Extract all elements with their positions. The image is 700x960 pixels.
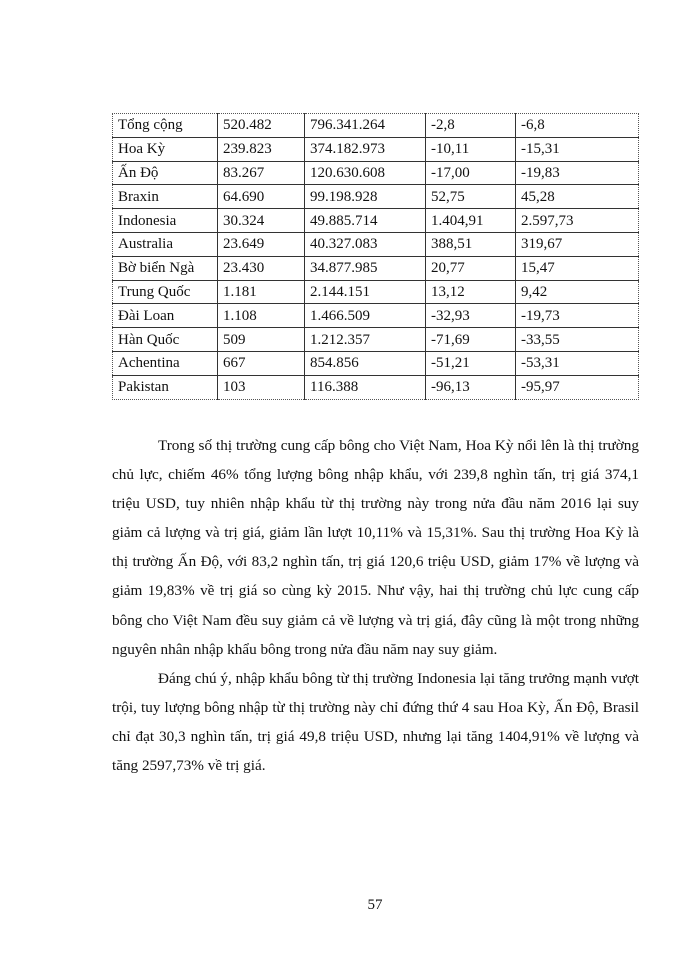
table-row [113, 232, 639, 256]
value-cell: 1.212.357 [305, 328, 426, 352]
volume-change-cell: 1.404,91 [426, 209, 516, 233]
volume-change-cell: -96,13 [426, 375, 516, 399]
market-name-cell: Trung Quốc [113, 280, 218, 304]
paragraph-1: Trong số thị trường cung cấp bông cho Việt Nam, Hoa Kỳ nổi lên là thị trường chủ lực, chiếm 46% tổng lượng bông nhập khẩu, với 239,8 nghìn tấn, trị giá 374,1 triệu USD, tuy nhiên nhập khẩu từ thị trường này trong nửa đầu năm 2016 lại suy giảm cả lượng và trị giá, giảm lần lượt 10,11% và 15,31%. Sau thị trường Hoa Kỳ là thị trường Ấn Độ, với 83,2 nghìn tấn, trị giá 120,6 triệu USD, giảm 17% về lượng và giảm 19,83% về trị giá so cùng kỳ 2015. Như vậy, hai thị trường chủ lực cung cấp bông cho Việt Nam đều suy giảm cả về lượng và trị giá, đây cũng là một trong những nguyên nhân nhập khẩu bông trong nửa đầu năm nay suy giảm. [112, 437, 639, 658]
table-row [113, 114, 639, 138]
value-cell: 34.877.985 [305, 256, 426, 280]
value-change-cell: 9,42 [516, 280, 639, 304]
value-cell: 120.630.608 [305, 161, 426, 185]
volume-cell: 1.181 [218, 280, 305, 304]
volume-cell: 30.324 [218, 209, 305, 233]
value-change-cell: -19,83 [516, 161, 639, 185]
body-text [112, 431, 639, 780]
cotton-import-table [112, 113, 639, 400]
volume-change-cell: -10,11 [426, 137, 516, 161]
value-change-cell: -95,97 [516, 375, 639, 399]
value-cell: 796.341.264 [305, 114, 426, 138]
volume-cell: 239.823 [218, 137, 305, 161]
volume-change-cell: 388,51 [426, 232, 516, 256]
value-change-cell: 45,28 [516, 185, 639, 209]
value-change-cell: 319,67 [516, 232, 639, 256]
value-change-cell: -33,55 [516, 328, 639, 352]
volume-cell: 64.690 [218, 185, 305, 209]
market-name-cell: Australia [113, 232, 218, 256]
value-cell: 99.198.928 [305, 185, 426, 209]
table-row [113, 256, 639, 280]
value-cell: 854.856 [305, 351, 426, 375]
volume-change-cell: -2,8 [426, 114, 516, 138]
value-change-cell: 2.597,73 [516, 209, 639, 233]
market-name-cell: Braxin [113, 185, 218, 209]
volume-cell: 23.649 [218, 232, 305, 256]
market-name-cell: Tổng cộng [113, 114, 218, 138]
volume-change-cell: 52,75 [426, 185, 516, 209]
volume-cell: 103 [218, 375, 305, 399]
market-name-cell: Ấn Độ [113, 161, 218, 185]
volume-cell: 667 [218, 351, 305, 375]
volume-cell: 23.430 [218, 256, 305, 280]
market-name-cell: Đài Loan [113, 304, 218, 328]
table-body [113, 114, 639, 400]
volume-change-cell: 13,12 [426, 280, 516, 304]
value-cell: 116.388 [305, 375, 426, 399]
value-change-cell: -15,31 [516, 137, 639, 161]
market-name-cell: Achentina [113, 351, 218, 375]
table-row [113, 375, 639, 399]
volume-cell: 83.267 [218, 161, 305, 185]
value-change-cell: -6,8 [516, 114, 639, 138]
volume-change-cell: -32,93 [426, 304, 516, 328]
volume-cell: 509 [218, 328, 305, 352]
table-row [113, 351, 639, 375]
value-change-cell: -19,73 [516, 304, 639, 328]
table-row [113, 185, 639, 209]
market-name-cell: Hàn Quốc [113, 328, 218, 352]
table-row [113, 209, 639, 233]
market-name-cell: Hoa Kỳ [113, 137, 218, 161]
value-cell: 2.144.151 [305, 280, 426, 304]
market-name-cell: Pakistan [113, 375, 218, 399]
table-row [113, 137, 639, 161]
value-cell: 40.327.083 [305, 232, 426, 256]
value-cell: 1.466.509 [305, 304, 426, 328]
volume-change-cell: -71,69 [426, 328, 516, 352]
value-cell: 374.182.973 [305, 137, 426, 161]
table-row [113, 304, 639, 328]
table-row [113, 280, 639, 304]
page-number: 57 [367, 897, 383, 913]
volume-change-cell: -51,21 [426, 351, 516, 375]
value-cell: 49.885.714 [305, 209, 426, 233]
market-name-cell: Indonesia [113, 209, 218, 233]
value-change-cell: -53,31 [516, 351, 639, 375]
volume-change-cell: 20,77 [426, 256, 516, 280]
paragraph-2: Đáng chú ý, nhập khẩu bông từ thị trường Indonesia lại tăng trưởng mạnh vượt trội, tuy lượng bông nhập từ thị trường này chỉ đứng thứ 4 sau Hoa Kỳ, Ấn Độ, Brasil chỉ đạt 30,3 nghìn tấn, trị giá 49,8 triệu USD, nhưng lại tăng 1404,91% về lượng và tăng 2597,73% về trị giá. [112, 669, 639, 775]
market-name-cell: Bờ biển Ngà [113, 256, 218, 280]
table-row [113, 161, 639, 185]
value-change-cell: 15,47 [516, 256, 639, 280]
volume-change-cell: -17,00 [426, 161, 516, 185]
volume-cell: 520.482 [218, 114, 305, 138]
table-row [113, 328, 639, 352]
volume-cell: 1.108 [218, 304, 305, 328]
